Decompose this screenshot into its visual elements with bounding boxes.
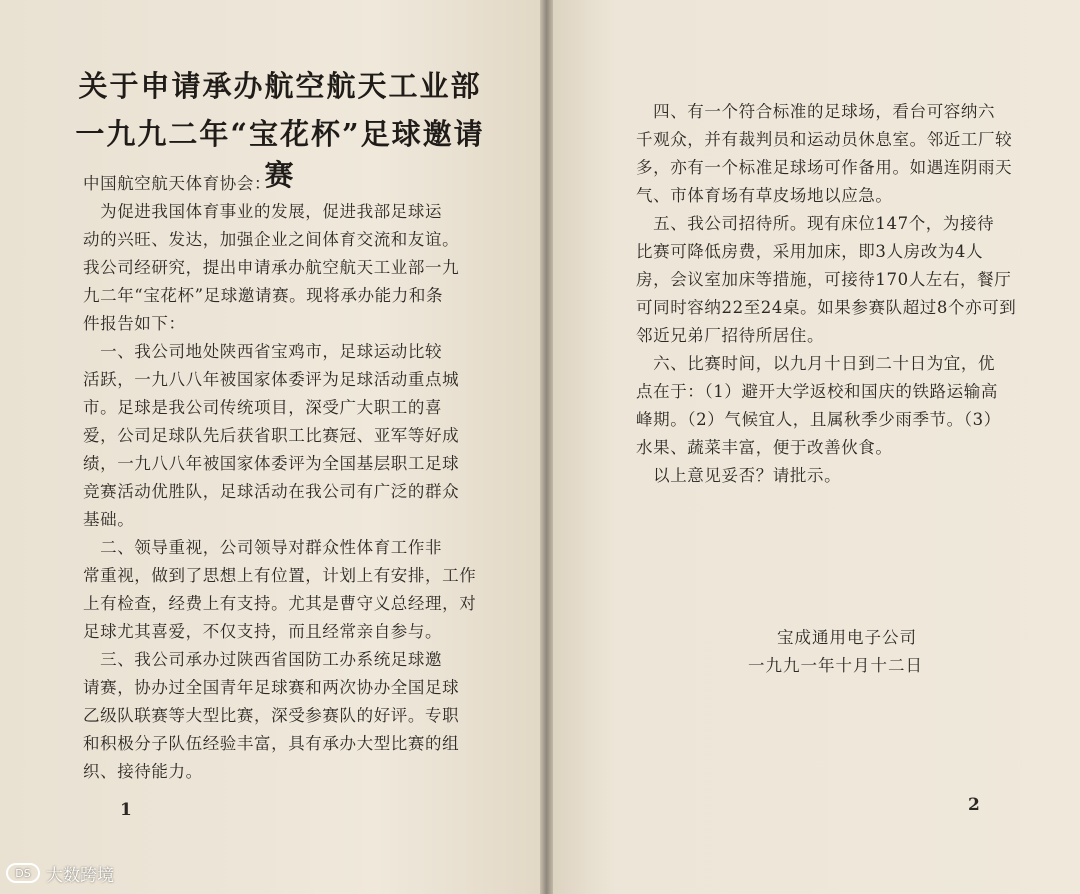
body-line: 基础。 xyxy=(83,510,135,529)
body-line: 多，亦有一个标准足球场可作备用。如遇连阴雨天 xyxy=(636,158,1013,177)
body-line: 常重视，做到了思想上有位置，计划上有安排，工作 xyxy=(83,566,477,585)
watermark xyxy=(6,860,114,886)
title-line-2: 一九九二年“宝花杯”足球邀请赛 xyxy=(75,117,485,192)
page-number-left: 1 xyxy=(120,800,132,820)
body-line: 四、有一个符合标准的足球场，看台可容纳六 xyxy=(636,102,996,121)
body-line: 乙级队联赛等大型比赛，深受参赛队的好评。专职 xyxy=(83,706,460,725)
body-line: 千观众，并有裁判员和运动员休息室。邻近工厂较 xyxy=(636,130,1013,149)
body-line: 可同时容纳22至24桌。如果参赛队超过8个亦可到 xyxy=(636,298,1017,317)
body-line: 竞赛活动优胜队，足球活动在我公司有广泛的群众 xyxy=(83,482,460,501)
body-line: 峰期。（2）气候宜人，且属秋季少雨季节。（3） xyxy=(636,410,1001,429)
book-gutter xyxy=(540,0,553,894)
body-line: 五、我公司招待所。现有床位147个，为接待 xyxy=(636,214,995,233)
body-line: 为促进我国体育事业的发展，促进我部足球运 xyxy=(83,202,443,221)
body-line: 一、我公司地处陕西省宝鸡市，足球运动比较 xyxy=(83,342,443,361)
page-number-right: 2 xyxy=(968,795,980,815)
body-line: 上有检查，经费上有支持。尤其是曹守义总经理，对 xyxy=(83,594,477,613)
title-line-1: 关于申请承办航空航天工业部 xyxy=(78,69,482,103)
body-line: 和积极分子队伍经验丰富，具有承办大型比赛的组 xyxy=(83,734,460,753)
body-line: 以上意见妥否？请批示。 xyxy=(636,466,842,485)
body-line: 爱，公司足球队先后获省职工比赛冠、亚军等好成 xyxy=(83,426,460,445)
body-line: 动的兴旺、发达，加强企业之间体育交流和友谊。 xyxy=(83,230,460,249)
body-line: 件报告如下： xyxy=(83,314,186,333)
body-line: 点在于：（1）避开大学返校和国庆的铁路运输高 xyxy=(636,382,998,401)
body-line: 比赛可降低房费，采用加床，即3人房改为4人 xyxy=(636,242,984,261)
watermark-text: 大数跨境 xyxy=(46,865,114,886)
body-line: 气、市体育场有草皮场地以应急。 xyxy=(636,186,893,205)
body-line: 水果、蔬菜丰富，便于改善伙食。 xyxy=(636,438,893,457)
body-line: 二、领导重视，公司领导对群众性体育工作非 xyxy=(83,538,443,557)
body-line: 房，会议室加床等措施，可接待170人左右，餐厅 xyxy=(636,270,1012,289)
signature-organization: 宝成通用电子公司 xyxy=(777,628,917,647)
body-line: 织、接待能力。 xyxy=(83,762,203,781)
body-line: 请赛，协办过全国青年足球赛和两次协办全国足球 xyxy=(83,678,460,697)
signature-date: 一九九一年十月十二日 xyxy=(748,656,923,675)
body-line: 邻近兄弟厂招待所居住。 xyxy=(636,326,825,345)
addressee: 中国航空航天体育协会： xyxy=(83,174,272,193)
body-line: 活跃，一九八八年被国家体委评为足球活动重点城 xyxy=(83,370,460,389)
body-line: 我公司经研究，提出申请承办航空航天工业部一九 xyxy=(83,258,460,277)
body-line: 绩，一九八八年被国家体委评为全国基层职工足球 xyxy=(83,454,460,473)
body-line: 三、我公司承办过陕西省国防工办系统足球邀 xyxy=(83,650,443,669)
body-line: 足球尤其喜爱，不仅支持，而且经常亲自参与。 xyxy=(83,622,443,641)
watermark-logo-icon: DS xyxy=(6,863,40,883)
body-line: 九二年“宝花杯”足球邀请赛。现将承办能力和条 xyxy=(83,286,444,305)
body-line: 六、比赛时间，以九月十日到二十日为宜，优 xyxy=(636,354,996,373)
body-line: 市。足球是我公司传统项目，深受广大职工的喜 xyxy=(83,398,443,417)
